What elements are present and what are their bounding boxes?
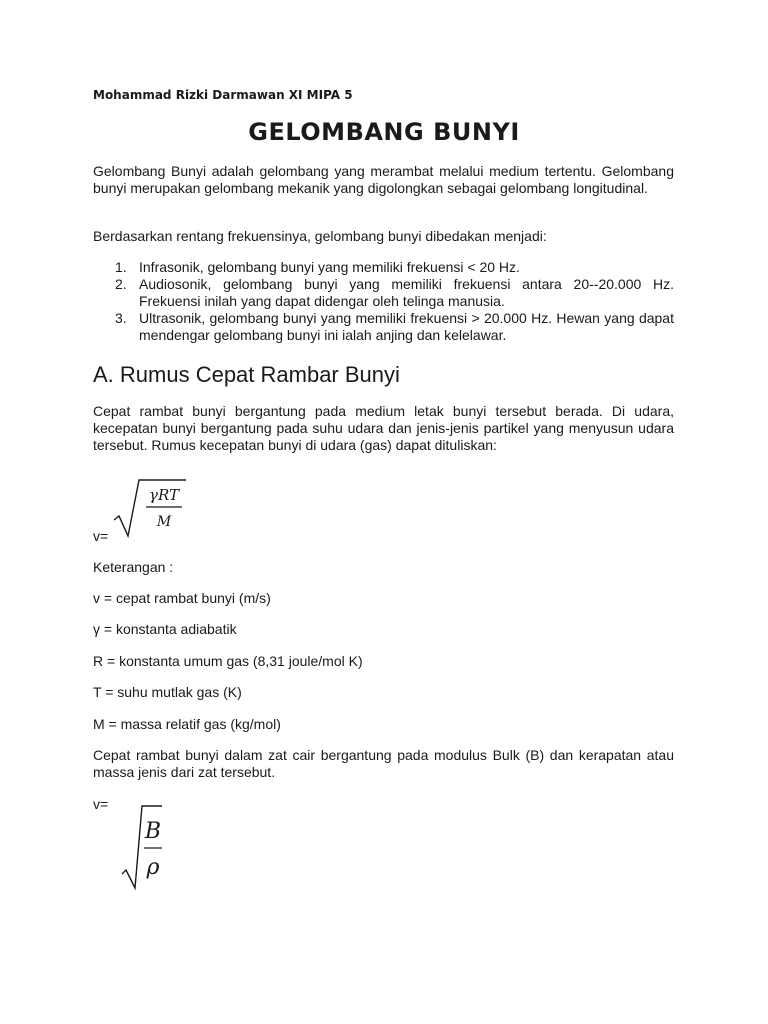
formula-liquid bbox=[120, 802, 172, 892]
keterangan-label: Keterangan : bbox=[93, 559, 174, 575]
var-v: v = cepat rambat bunyi (m/s) bbox=[93, 590, 271, 606]
list-item bbox=[93, 276, 674, 310]
formula-gas-label: v= bbox=[93, 528, 109, 544]
var-r: R = konstanta umum gas (8,31 joule/mol K) bbox=[93, 653, 363, 669]
page-title: GELOMBANG BUNYI bbox=[248, 118, 520, 146]
formula-gas-denominator: M bbox=[156, 514, 172, 530]
list-item-text: Ultrasonik, gelombang bunyi yang memiliki frekuensi > 20.000 Hz. Hewan yang dapat mendengar gelombang bunyi ini ialah anjing dan kelelawar. bbox=[139, 310, 674, 343]
var-gamma: γ = konstanta adiabatik bbox=[93, 621, 237, 637]
author-line: Mohammad Rizki Darmawan XI MIPA 5 bbox=[93, 88, 353, 102]
formula-liquid-numerator: B bbox=[144, 819, 162, 844]
var-m: M = massa relatif gas (kg/mol) bbox=[93, 716, 281, 732]
formula-liquid-denominator: ρ bbox=[146, 855, 160, 880]
list-number: 2. bbox=[115, 276, 127, 292]
section-heading: A. Rumus Cepat Rambar Bunyi bbox=[93, 362, 400, 387]
classification-intro: Berdasarkan rentang frekuensinya, gelombang bunyi dibedakan menjadi: bbox=[93, 228, 547, 244]
sqrt-sign-gas bbox=[112, 476, 192, 540]
list-item bbox=[93, 259, 674, 276]
frequency-types-list bbox=[93, 259, 674, 344]
list-number: 3. bbox=[115, 310, 127, 326]
speed-paragraph: Cepat rambat bunyi bergantung pada medium letak bunyi tersebut berada. Di udara, kecepatan bunyi bergantung pada suhu udara dan jenis-jenis partikel yang menyusun udara tersebut. Rumus kecepatan bunyi di udara (gas) dapat dituliskan: bbox=[93, 403, 674, 453]
var-t: T = suhu mutlak gas (K) bbox=[93, 684, 242, 700]
formula-gas-numerator: γRT bbox=[149, 486, 179, 504]
list-number: 1. bbox=[115, 259, 127, 275]
list-item-text: Audiosonik, gelombang bunyi yang memiliki frekuensi antara 20--20.000 Hz. Frekuensi inilah yang dapat didengar oleh telinga manusia. bbox=[139, 276, 674, 309]
list-item bbox=[93, 310, 674, 344]
list-item-text: Infrasonik, gelombang bunyi yang memiliki frekuensi < 20 Hz. bbox=[139, 259, 520, 275]
sqrt-sign-liquid bbox=[120, 802, 172, 892]
liquid-paragraph: Cepat rambat bunyi dalam zat cair bergantung pada modulus Bulk (B) dan kerapatan atau massa jenis dari zat tersebut. bbox=[93, 747, 674, 780]
formula-liquid-label: v= bbox=[93, 796, 109, 812]
intro-paragraph: Gelombang Bunyi adalah gelombang yang merambat melalui medium tertentu. Gelombang bunyi merupakan gelombang mekanik yang digolongkan sebagai gelombang longitudinal. bbox=[93, 163, 674, 196]
formula-gas bbox=[112, 476, 192, 540]
